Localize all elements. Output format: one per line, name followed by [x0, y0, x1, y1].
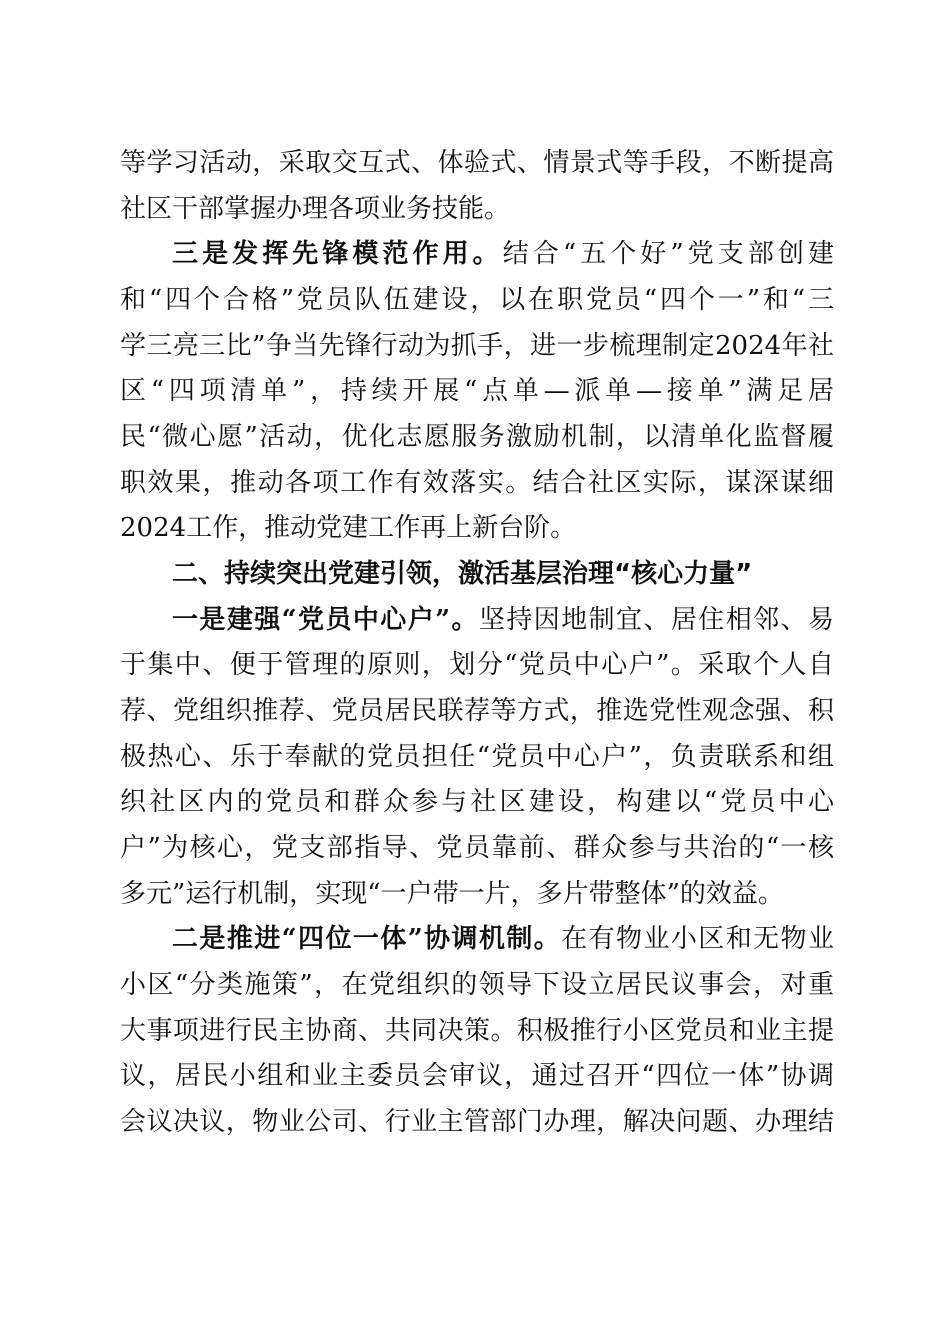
- section-heading: 二、持续突出党建引领，激活基层治理“核心力量”: [172, 559, 753, 589]
- paragraph-line: 小区“分类施策”，在党组织的领导下设立居民议事会，对重: [120, 970, 834, 1000]
- paragraph-line: 于集中、便于管理的原则，划分“党员中心户”。采取个人自: [120, 650, 834, 680]
- paragraph-line: 社区干部掌握办理各项业务技能。: [120, 194, 511, 224]
- paragraph-line: 区“四项清单”，持续开展“点单—派单—接单”满足居: [120, 376, 834, 406]
- paragraph-line: 职效果，推动各项工作有效落实。结合社区实际，谋深谋细: [120, 468, 834, 498]
- paragraph-line: 极热心、乐于奉献的党员担任“党员中心户”，负责联系和组: [120, 742, 834, 772]
- paragraph-text: 结合“五个好”党支部创建: [502, 239, 834, 269]
- paragraph-first-line: [120, 922, 834, 956]
- paragraph-line: 2024工作，推动党建工作再上新台阶。: [120, 513, 577, 543]
- paragraph-line: 等学习活动，采取交互式、体验式、情景式等手段，不断提高: [120, 148, 834, 178]
- paragraph-line: 织社区内的党员和群众参与社区建设，构建以“党员中心: [120, 787, 834, 817]
- paragraph-lead: 二是推进“四位一体”协调机制。: [172, 924, 562, 954]
- paragraph-lead: 三是发挥先锋模范作用。: [172, 239, 503, 269]
- paragraph-text: 在有物业小区和无物业: [561, 924, 834, 954]
- paragraph-line: 民“微心愿”活动，优化志愿服务激励机制，以清单化监督履: [120, 422, 834, 452]
- paragraph-line: 多元”运行机制，实现“一户带一片，多片带整体”的效益。: [120, 879, 784, 909]
- paragraph-line: 和“四个合格”党员队伍建设，以在职党员“四个一”和“三: [120, 285, 834, 315]
- paragraph-first-line: [120, 603, 834, 637]
- paragraph-text: 坚持因地制宜、居住相邻、易: [478, 605, 834, 635]
- paragraph-line: 户”为核心，党支部指导、党员靠前、群众参与共治的“一核: [120, 833, 834, 863]
- paragraph-line: 荐、党组织推荐、党员居民联荐等方式，推选党性观念强、积: [120, 696, 834, 726]
- paragraph-line: 议，居民小组和业主委员会审议，通过召开“四位一体”协调: [120, 1061, 834, 1091]
- paragraph-lead: 一是建强“党员中心户”。: [172, 605, 479, 635]
- paragraph-line: 学三亮三比”争当先锋行动为抓手，进一步梳理制定2024年社: [120, 331, 834, 361]
- paragraph-line: 会议决议，物业公司、行业主管部门办理，解决问题、办理结: [120, 1107, 834, 1137]
- paragraph-first-line: [120, 237, 834, 271]
- paragraph-line: 大事项进行民主协商、共同决策。积极推行小区党员和业主提: [120, 1016, 834, 1046]
